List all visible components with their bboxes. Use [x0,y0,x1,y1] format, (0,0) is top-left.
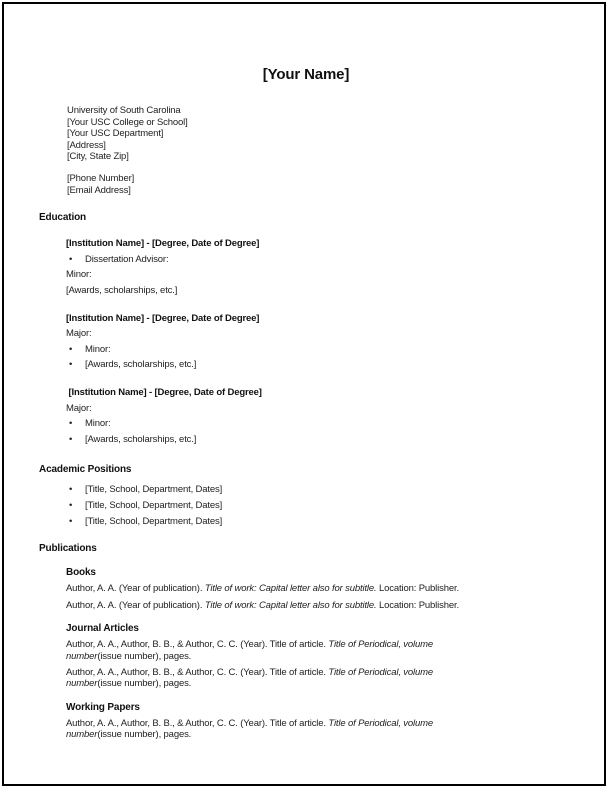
education-detail-bullet-row [66,252,612,268]
section-heading-education: Education [39,212,86,224]
publication-entry [66,718,490,741]
citation-text: Author, A. A., Author, B. B., & Author, C. C. (Year). Title of article. [66,639,329,651]
citation-text: Author, A. A. (Year of publication). [66,599,205,611]
publication-entry [66,583,490,594]
publication-entry [66,600,490,611]
publications-subsection-working-papers [66,702,612,741]
education-detail-text: [Awards, scholarships, etc.] [66,284,178,296]
publications-subsections [0,567,612,740]
publication-entry-line [66,678,490,689]
section-heading-academic-positions: Academic Positions [39,464,132,476]
contact-line: [Your USC Department] [67,128,164,140]
citation-italic-text: Title of Periodical, volume [328,639,434,651]
publications-subsection-books [66,567,612,611]
citation-text: Author, A. A., Author, B. B., & Author, C. C. (Year). Title of article. [66,717,329,729]
education-school-1 [66,236,612,298]
citation-italic-text: number [66,729,98,741]
publication-entry-line [66,667,490,678]
institution-degree-title: [Institution Name] - [Degree, Date of Degree] [66,312,260,324]
working-papers-entries [66,718,490,741]
books-entries [66,583,490,611]
contact-line: [City, State Zip] [67,151,129,163]
contact-line: [Email Address] [67,184,131,196]
education-detail-bullet-row [66,357,612,373]
bullet-icon: • [69,343,73,355]
citation-italic-text: Title of work: Capital letter also for subtitle. [204,599,377,611]
education-school-3 [66,385,612,447]
academic-position-bullet-row [66,482,612,498]
citation-text: (issue number), pages. [97,650,192,662]
education-detail-bullet-row [66,432,612,448]
institution-degree-title: [Institution Name] - [Degree, Date of Degree] [66,238,260,250]
citation-italic-text: Title of Periodical, volume [328,717,434,729]
publication-entry [66,667,490,690]
citation-italic-text: number [66,678,98,690]
bullet-icon: • [69,500,73,512]
academic-position-bullet-row [66,498,612,514]
citation-text: Location: Publisher. [376,583,459,595]
bullet-icon: • [69,484,73,496]
contact-line: [Phone Number] [67,172,135,184]
citation-italic-text: Title of work: Capital letter also for subtitle. [204,583,377,595]
bullet-icon: • [69,359,73,371]
education-detail-text: Dissertation Advisor: [85,253,169,265]
academic-position-bullet-row [66,514,612,530]
contact-line: [Your USC College or School] [67,116,188,128]
cv-name-title: [Your Name] [262,66,350,83]
citation-text: Author, A. A. (Year of publication). [66,583,205,595]
citation-text: Location: Publisher. [376,599,459,611]
education-detail-bullet-row [66,416,612,432]
citation-italic-text: Title of Periodical, volume [328,666,434,678]
education-school-2 [66,311,612,373]
bullet-icon: • [69,253,73,265]
academic-position-text: [Title, School, Department, Dates] [85,484,223,496]
education-detail-text: Major: [66,328,92,340]
publication-entry-line [66,729,490,740]
education-detail-text: Minor: [85,418,111,430]
academic-positions-list [66,482,612,530]
education-detail-text: [Awards, scholarships, etc.] [85,433,197,445]
subsection-heading-books: Books [66,567,96,579]
publications-subsection-journal-articles [66,623,612,690]
education-detail-text: Minor: [85,343,111,355]
citation-text: (issue number), pages. [97,729,192,741]
education-blocks [0,236,612,447]
citation-text: Author, A. A., Author, B. B., & Author, C. C. (Year). Title of article. [66,666,329,678]
publication-entry [66,639,490,662]
academic-position-text: [Title, School, Department, Dates] [85,516,223,528]
contact-group-1 [67,105,612,163]
academic-position-text: [Title, School, Department, Dates] [85,500,223,512]
education-detail-text: Minor: [66,269,92,281]
contact-group-2 [67,173,612,196]
institution-degree-title: [Institution Name] - [Degree, Date of Degree] [66,386,262,398]
publication-entry-line [66,583,490,594]
publication-entry-line [66,718,490,729]
citation-italic-text: number [66,650,98,662]
education-detail-text: [Awards, scholarships, etc.] [85,359,197,371]
education-detail-text: Major: [66,402,92,414]
citation-text: (issue number), pages. [97,678,192,690]
contact-line: [Address] [67,139,106,151]
publication-entry-line [66,600,490,611]
bullet-icon: • [69,418,73,430]
contact-block [67,105,612,196]
publication-entry-line [66,639,490,650]
bullet-icon: • [69,433,73,445]
education-detail-bullet-row [66,342,612,358]
subsection-heading-working-papers: Working Papers [66,701,140,713]
publication-entry-line [66,651,490,662]
bullet-icon: • [69,516,73,528]
journal-articles-entries [66,639,490,690]
subsection-heading-journal-articles: Journal Articles [66,623,139,635]
section-heading-publications: Publications [39,543,97,555]
contact-line: University of South Carolina [67,105,181,116]
